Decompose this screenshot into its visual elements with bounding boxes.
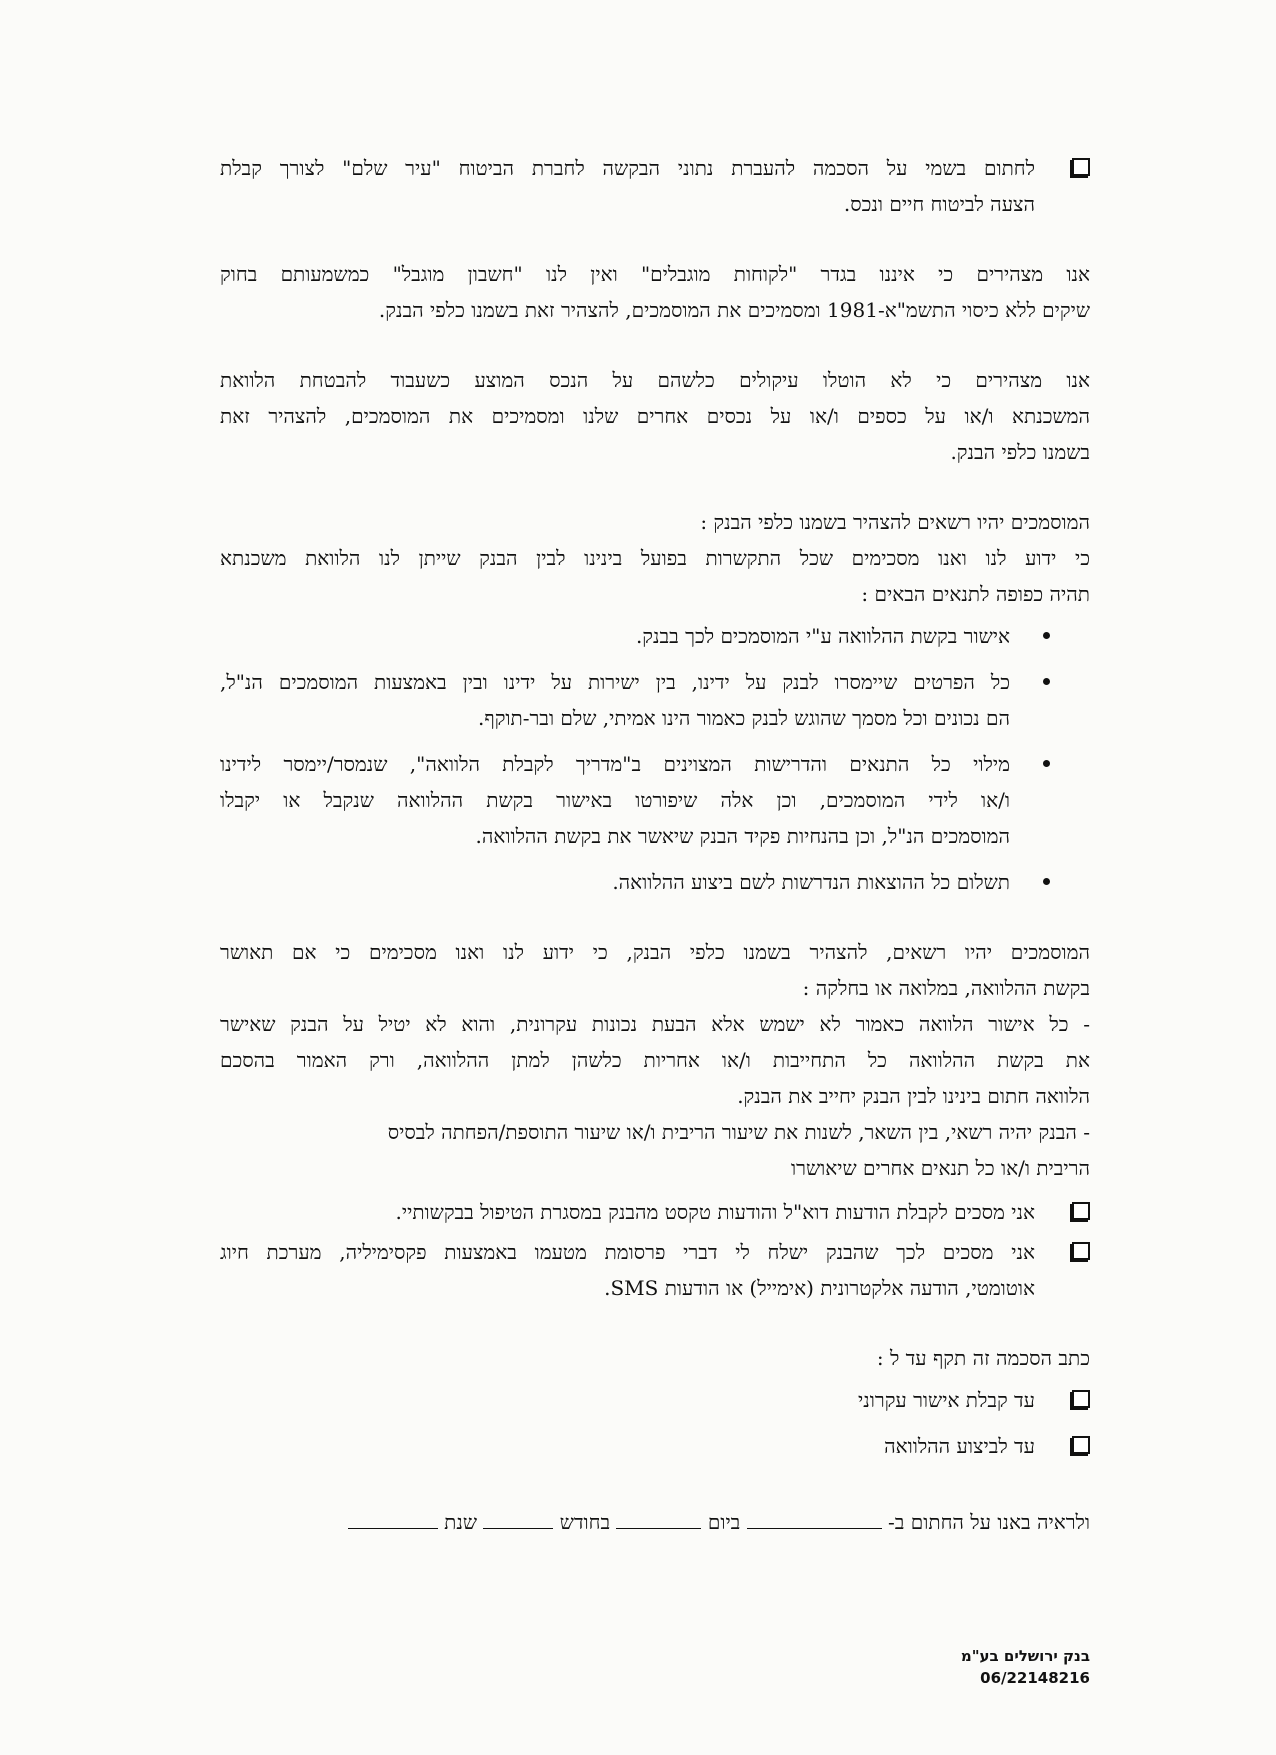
transfer-consent-checkbox[interactable] <box>1072 158 1090 176</box>
month-blank[interactable] <box>483 1506 553 1529</box>
transfer-consent-line-2: הצעה לביטוח חיים ונכס. <box>843 192 1035 216</box>
validity-option-1[interactable] <box>220 1382 1090 1418</box>
validity-option-1-checkbox[interactable] <box>1072 1390 1090 1408</box>
validity-heading: כתב הסכמה זה תקף עד ל : <box>876 1346 1090 1370</box>
signature-prefix: ולראיה באנו על החתום ב- <box>888 1510 1090 1534</box>
email-consent-checkbox[interactable] <box>1072 1202 1090 1220</box>
restricted-declaration-line-1: אנו מצהירים כי איננו בגדר "לקוחות מוגבלים" ואין לנו "חשבון מוגבל" כמשמעותם בחוק <box>220 262 1090 286</box>
bullet-4-line-1: תשלום כל ההוצאות הנדרשות לשם ביצוע ההלוואה. <box>612 870 1010 894</box>
approval-line-3: - כל אישור הלוואה כאמור לא ישמש אלא הבעת נכונות עקרונית, והוא לא יטיל על הבנק שאישר <box>220 1012 1090 1036</box>
approval-section <box>220 934 1090 1186</box>
bullet-icon <box>1043 678 1050 685</box>
form-number: 148216 <box>1027 1669 1090 1687</box>
ads-consent-section <box>220 1234 1090 1306</box>
validity-option-2-checkbox[interactable] <box>1072 1436 1090 1454</box>
ads-consent-line-1: אני מסכים לכך שהבנק ישלח לי דברי פרסומת מטעמו באמצעות פקסימיליה, מערכת חיוג <box>220 1240 1035 1264</box>
bullet-1-line-1: אישור בקשת ההלוואה ע"י המוסמכים לכך בבנק. <box>635 624 1010 648</box>
bullet-3-line-2: ו/או לידי המוסמכים, וכן אלה שיפורטו באישור בקשת ההלוואה שנקבל או יקבלו <box>220 788 1010 812</box>
restricted-customer-declaration <box>220 256 1090 328</box>
bullet-3-line-1: מילוי כל התנאים והדרישות המצוינים ב"מדריך לקבלת הלוואה", שנמסר/יימסר לידינו <box>220 752 1010 776</box>
list-item <box>220 618 1090 654</box>
approval-line-2: בקשת ההלוואה, במלואה או בחלקה : <box>802 976 1090 1000</box>
year-label: שנת <box>444 1510 478 1534</box>
liens-declaration-line-1: אנו מצהירים כי לא הוטלו עיקולים כלשהם על הנכס המוצע כשעבוד להבטחת הלוואת <box>220 368 1090 392</box>
form-codes <box>930 1667 1090 1689</box>
list-item <box>220 864 1090 900</box>
validity-option-1-label: עד קבלת אישור עקרוני <box>858 1388 1035 1412</box>
approval-line-5: הלוואה חתום בינינו לבין הבנק יחייב את הבנק. <box>737 1084 1090 1108</box>
year-blank[interactable] <box>348 1506 438 1529</box>
form-version: 06/22 <box>980 1669 1028 1687</box>
bullet-icon <box>1043 760 1050 767</box>
list-item <box>220 664 1090 736</box>
bank-name: בנק ירושלים בע"מ <box>960 1647 1090 1665</box>
transfer-consent-line-1: לחתום בשמי על הסכמה להעברת נתוני הבקשה לחברת הביטוח "עיר שלם" לצורך קבלת <box>220 156 1035 180</box>
validity-option-2-label: עד לביצוע ההלוואה <box>884 1434 1035 1458</box>
liens-declaration-line-3: בשמנו כלפי הבנק. <box>950 440 1090 464</box>
approval-line-6: - הבנק יהיה רשאי, בין השאר, לשנות את שיעור הריבית ו/או שיעור התוספת/הפחתה לבסיס <box>387 1120 1090 1144</box>
approval-line-4: את בקשת ההלוואה כל התחייבות ו/או אחריות כלשהן למתן ההלוואה, ורק האמור בהסכם <box>220 1048 1090 1072</box>
validity-section <box>220 1340 1090 1464</box>
approval-line-1: המוסמכים יהיו רשאים, להצהיר בשמנו כלפי הבנק, כי ידוע לנו ואנו מסכימים כי אם תאושר <box>220 940 1090 964</box>
liens-declaration <box>220 362 1090 470</box>
email-consent-text: אני מסכים לקבלת הודעות דוא"ל והודעות טקסט מהבנק במסגרת הטיפול בבקשותיי. <box>395 1200 1035 1224</box>
bullet-3-line-3: המוסמכים הנ"ל, וכן בהנחיות פקיד הבנק שיאשר את בקשת ההלוואה. <box>475 824 1010 848</box>
conditions-heading: המוסמכים יהיו רשאים להצהיר בשמנו כלפי הבנק : <box>700 510 1090 534</box>
date-blank[interactable] <box>747 1506 882 1529</box>
email-consent-section <box>220 1194 1090 1230</box>
ads-consent-checkbox[interactable] <box>1072 1242 1090 1260</box>
validity-option-2[interactable] <box>220 1428 1090 1464</box>
list-item <box>220 746 1090 854</box>
liens-declaration-line-2: המשכנתא ו/או על כספים ו/או על נכסים אחרים שלנו ומסמיכים את המוסמכים, להצהיר זאת <box>220 404 1090 428</box>
restricted-declaration-line-2: שיקים ללא כיסוי התשמ"א-1981 ומסמיכים את המוסמכים, להצהיר זאת בשמנו כלפי הבנק. <box>378 298 1090 322</box>
bullet-icon <box>1043 632 1050 639</box>
document-body <box>220 150 1090 1540</box>
approval-line-7: הריבית ו/או כל תנאים אחרים שיאושרו <box>791 1156 1090 1180</box>
month-label: בחודש <box>559 1510 611 1534</box>
conditions-intro-line-1: כי ידוע לנו ואנו מסכימים שכל התקשרות בפועל בינינו לבין הבנק שייתן לנו הלוואת משכנתא <box>220 546 1090 570</box>
transfer-consent-section <box>220 150 1090 222</box>
conditions-intro-line-2: תהיה כפופה לתנאים הבאים : <box>861 582 1090 606</box>
day-label: ביום <box>707 1510 741 1534</box>
conditions-list <box>220 618 1090 900</box>
ads-consent-line-2: אוטומטי, הודעה אלקטרונית (אימייל) או הודעות SMS. <box>604 1276 1035 1300</box>
form-footer <box>930 1645 1090 1689</box>
day-blank[interactable] <box>616 1506 701 1529</box>
signature-line <box>220 1504 1090 1540</box>
bullet-icon <box>1043 878 1050 885</box>
bullet-2-line-2: הם נכונים וכל מסמך שהוגש לבנק כאמור הינו אמיתי, שלם ובר-תוקף. <box>477 706 1010 730</box>
bullet-2-line-1: כל הפרטים שיימסרו לבנק על ידינו, בין ישירות על ידינו ובין באמצעות המוסמכים הנ"ל, <box>220 670 1010 694</box>
conditions-section <box>220 504 1090 900</box>
